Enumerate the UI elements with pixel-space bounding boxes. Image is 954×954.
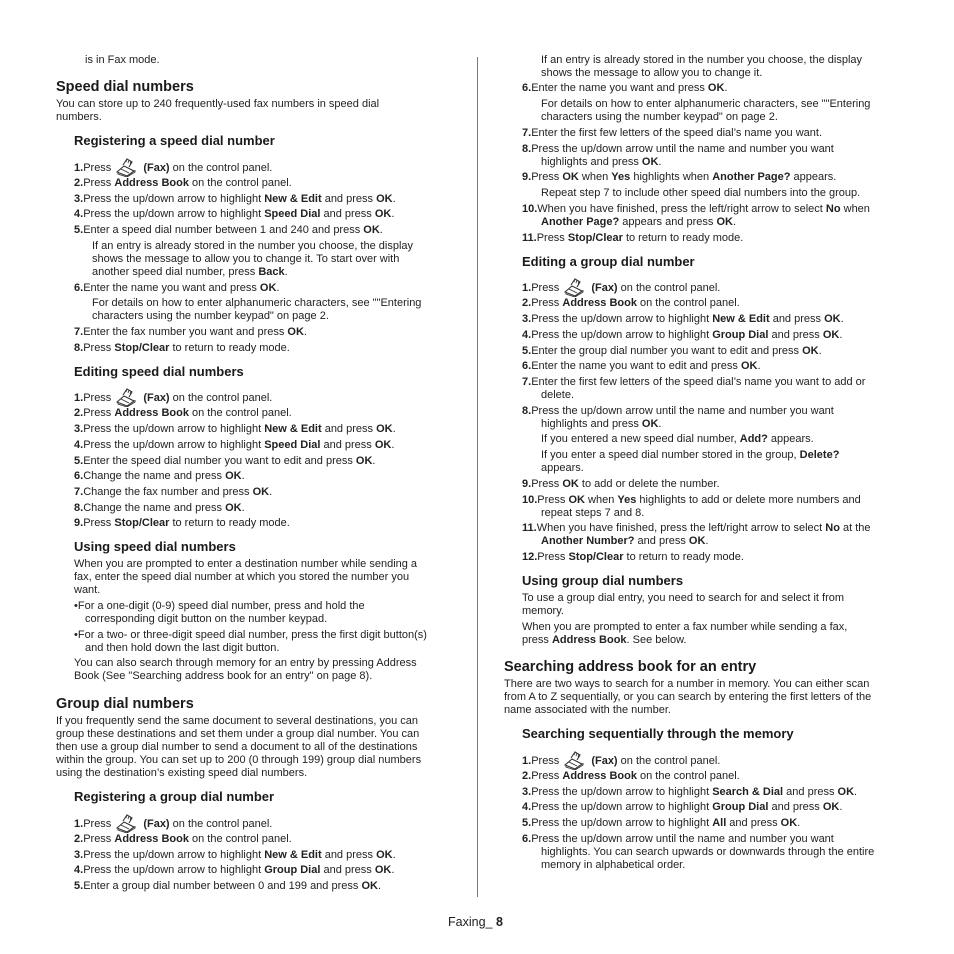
step: repeat steps 7 and 8.	[541, 507, 645, 519]
step: 9.Press Stop/Clear to return to ready mode.	[74, 517, 290, 529]
note: If an entry is already stored in the number you choose, the display	[92, 240, 414, 252]
heading-using-speed-dial: Using speed dial numbers	[74, 539, 236, 554]
step: 8.Press Stop/Clear to return to ready mode.	[74, 342, 290, 354]
paragraph: using the destination’s existing speed dial numbers.	[56, 767, 308, 779]
step: 2.Press Address Book on the control panel.	[74, 407, 292, 419]
paragraph: There are two ways to search for a number in memory. You can either scan	[504, 678, 870, 690]
step: 2.Press Address Book on the control panel.	[74, 833, 292, 845]
paragraph: When you are prompted to enter a fax number while sending a fax,	[522, 621, 848, 633]
step: 3.Press the up/down arrow to highlight Search & Dial and press OK.	[522, 786, 858, 798]
step: 1.Press (Fax) on the control panel.	[74, 813, 272, 833]
bullet-item: and then hold down the last digit button.	[85, 642, 280, 654]
step: 3.Press the up/down arrow to highlight New & Edit and press OK.	[522, 313, 844, 325]
step: 4.Press the up/down arrow to highlight Speed Dial and press OK.	[74, 208, 395, 220]
fax-icon	[114, 813, 140, 833]
note: For details on how to enter alphanumeric characters, see ""Entering	[92, 297, 422, 309]
step: 1.Press (Fax) on the control panel.	[74, 157, 272, 177]
paragraph: Book (See "Searching address book for an entry" on page 8).	[74, 670, 373, 682]
step: 3.Press the up/down arrow to highlight New & Edit and press OK.	[74, 849, 396, 861]
step: 10.When you have finished, press the left/right arrow to select No when	[522, 203, 870, 215]
note: appears.	[541, 462, 584, 474]
step: 6.Change the name and press OK.	[74, 470, 245, 482]
step: delete.	[541, 389, 575, 401]
bullet-item: corresponding digit button on the number keypad.	[85, 613, 328, 625]
step: highlights and press OK.	[541, 156, 662, 168]
bullet-item: •For a two- or three-digit speed dial number, press the first digit button(s)	[74, 629, 427, 641]
step: 5.Enter a speed dial number between 1 and 240 and press OK.	[74, 224, 383, 236]
step: 8.Press the up/down arrow until the name and number you want	[522, 405, 834, 417]
step: 7.Change the fax number and press OK.	[74, 486, 273, 498]
paragraph: within the group. You can set up to 200 (0 through 199) group dial numbers	[56, 754, 422, 766]
step: 11.Press Stop/Clear to return to ready mode.	[522, 232, 744, 244]
heading-speed-dial-numbers: Speed dial numbers	[56, 79, 194, 95]
heading-using-group-dial: Using group dial numbers	[522, 573, 684, 588]
page-footer	[448, 915, 503, 929]
step: 7.Enter the first few letters of the speed dial’s name you want to add or	[522, 376, 866, 388]
paragraph: press Address Book. See below.	[522, 634, 687, 646]
step: memory in alphabetical order.	[541, 859, 686, 871]
fax-icon	[562, 750, 588, 770]
note: shows the message to allow you to change it. To start over with	[92, 253, 400, 265]
step: 7.Enter the first few letters of the speed dial’s name you want.	[522, 127, 823, 139]
step: 6.Enter the name you want and press OK.	[74, 282, 280, 294]
step: highlights. You can search upwards or downwards through the entire	[541, 846, 875, 858]
column-divider	[477, 57, 478, 897]
page-number: 8	[495, 915, 503, 929]
step: 8.Press the up/down arrow until the name and number you want	[522, 143, 834, 155]
step: 11.When you have finished, press the left/right arrow to select No at the	[522, 522, 871, 534]
paragraph: If you frequently send the same document to several destinations, you can	[56, 715, 418, 727]
paragraph: memory.	[522, 605, 564, 617]
step: 7.Enter the fax number you want and press OK.	[74, 326, 307, 338]
note: characters using the number keypad" on page 2.	[92, 310, 329, 322]
note: If you entered a new speed dial number, Add? appears.	[541, 433, 814, 445]
step: 4.Press the up/down arrow to highlight Speed Dial and press OK.	[74, 439, 395, 451]
step: 5.Enter a group dial number between 0 and 199 and press OK.	[74, 880, 381, 892]
step: 3.Press the up/down arrow to highlight New & Edit and press OK.	[74, 423, 396, 435]
step: highlights and press OK.	[541, 418, 662, 430]
note: For details on how to enter alphanumeric characters, see ""Entering	[541, 98, 871, 110]
heading-registering-group-dial: Registering a group dial number	[74, 789, 275, 804]
step: 6.Enter the name you want and press OK.	[522, 82, 728, 94]
paragraph: name associated with the number.	[504, 704, 671, 716]
paragraph: group these destinations and set them under a group dial number. You can	[56, 728, 420, 740]
step: 2.Press Address Book on the control panel.	[522, 770, 740, 782]
paragraph: from A to Z sequentially, or you can search by entering the first letters of the	[504, 691, 872, 703]
step: 2.Press Address Book on the control panel.	[74, 177, 292, 189]
continued-text: is in Fax mode.	[85, 54, 160, 66]
fax-icon	[562, 277, 588, 297]
step: 1.Press (Fax) on the control panel.	[522, 277, 720, 297]
step: 2.Press Address Book on the control panel.	[522, 297, 740, 309]
fax-icon	[114, 387, 140, 407]
step: 9.Press OK to add or delete the number.	[522, 478, 720, 490]
paragraph: numbers.	[56, 111, 102, 123]
heading-editing-group-dial: Editing a group dial number	[522, 254, 695, 269]
paragraph: want.	[74, 584, 101, 596]
paragraph: You can store up to 240 frequently-used fax numbers in speed dial	[56, 98, 380, 110]
paragraph: fax, enter the speed dial number at which you stored the number you	[74, 571, 410, 583]
step: 1.Press (Fax) on the control panel.	[522, 750, 720, 770]
heading-registering-speed-dial: Registering a speed dial number	[74, 133, 275, 148]
heading-editing-speed-dial: Editing speed dial numbers	[74, 364, 244, 379]
paragraph: To use a group dial entry, you need to search for and select it from	[522, 592, 845, 604]
note: If an entry is already stored in the number you choose, the display	[541, 54, 863, 66]
step: 5.Press the up/down arrow to highlight All and press OK.	[522, 817, 801, 829]
paragraph: When you are prompted to enter a destination number while sending a	[74, 558, 418, 570]
note: shows the message to allow you to change it.	[541, 67, 763, 79]
step: 9.Press OK when Yes highlights when Another Page? appears.	[522, 171, 837, 183]
step: 3.Press the up/down arrow to highlight New & Edit and press OK.	[74, 193, 396, 205]
heading-group-dial-numbers: Group dial numbers	[56, 696, 194, 712]
step: 4.Press the up/down arrow to highlight Group Dial and press OK.	[522, 329, 843, 341]
step: 4.Press the up/down arrow to highlight Group Dial and press OK.	[74, 864, 395, 876]
step: 5.Enter the group dial number you want to edit and press OK.	[522, 345, 822, 357]
step: 10.Press OK when Yes highlights to add or delete more numbers and	[522, 494, 861, 506]
step: 4.Press the up/down arrow to highlight Group Dial and press OK.	[522, 801, 843, 813]
paragraph: You can also search through memory for an entry by pressing Address	[74, 657, 417, 669]
step: Another Number? and press OK.	[541, 535, 709, 547]
footer-label: Faxing_	[448, 915, 496, 929]
note: Repeat step 7 to include other speed dial numbers into the group.	[541, 187, 861, 199]
note: another speed dial number, press Back.	[92, 266, 288, 278]
fax-icon	[114, 157, 140, 177]
note: If you enter a speed dial number stored in the group, Delete?	[541, 449, 840, 461]
step: 8.Change the name and press OK.	[74, 502, 245, 514]
paragraph: then use a group dial number to send a document to all of the destinations	[56, 741, 418, 753]
heading-searching-sequentially: Searching sequentially through the memory	[522, 726, 794, 741]
bullet-item: •For a one-digit (0-9) speed dial number, press and hold the	[74, 600, 365, 612]
step: 5.Enter the speed dial number you want to edit and press OK.	[74, 455, 376, 467]
note: characters using the number keypad" on page 2.	[541, 111, 778, 123]
step: Another Page? appears and press OK.	[541, 216, 737, 228]
step: 1.Press (Fax) on the control panel.	[74, 387, 272, 407]
heading-searching-address-book: Searching address book for an entry	[504, 659, 757, 675]
step: 6.Press the up/down arrow until the name and number you want	[522, 833, 834, 845]
step: 12.Press Stop/Clear to return to ready mode.	[522, 551, 744, 563]
step: 6.Enter the name you want to edit and press OK.	[522, 360, 761, 372]
